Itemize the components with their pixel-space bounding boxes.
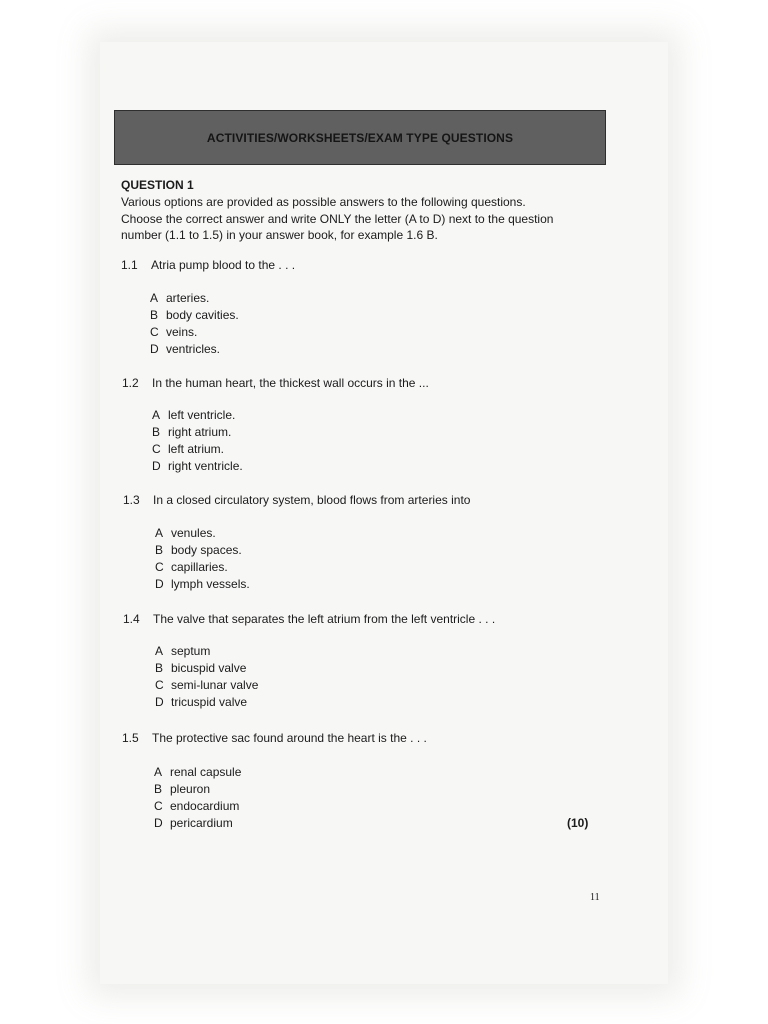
option (155, 660, 258, 677)
question-item (122, 731, 427, 745)
option-text: tricuspid valve (171, 695, 248, 709)
option (154, 815, 241, 832)
option (152, 458, 243, 475)
option (155, 525, 250, 542)
option (155, 559, 250, 576)
question-item (123, 612, 495, 626)
option-letter: A (150, 291, 159, 305)
option-list (152, 407, 243, 475)
question-item (122, 376, 429, 390)
option-letter: B (150, 308, 159, 322)
option (152, 441, 243, 458)
question-text: In a closed circulatory system, blood flows from arteries into (153, 493, 471, 507)
option-text: veins. (166, 325, 198, 339)
option-list (155, 525, 250, 593)
option (150, 307, 239, 324)
option (150, 324, 239, 341)
option-text: pleuron (170, 782, 211, 796)
option-letter: D (150, 342, 159, 356)
option-text: bicuspid valve (171, 661, 247, 675)
option (155, 677, 258, 694)
instructions (121, 194, 581, 244)
option-list (155, 643, 258, 711)
option-text: body cavities. (166, 308, 239, 322)
option-text: semi-lunar valve (171, 678, 259, 692)
option-letter: B (155, 543, 164, 557)
option-letter: A (154, 765, 163, 779)
option-letter: D (152, 459, 161, 473)
option (155, 576, 250, 593)
marks-total: (10) (567, 816, 589, 830)
option-list (154, 764, 241, 832)
instruction-line: number (1.1 to 1.5) in your answer book, for example 1.6 B. (121, 228, 438, 242)
option-text: left ventricle. (168, 408, 236, 422)
option-text: renal capsule (170, 765, 242, 779)
question-item (123, 493, 470, 507)
question-item (121, 258, 295, 272)
option-list (150, 290, 239, 358)
option-text: venules. (171, 526, 216, 540)
question-number: 1.4 (123, 612, 140, 626)
option-letter: C (150, 325, 159, 339)
option-letter: C (155, 678, 164, 692)
option-letter: C (154, 799, 163, 813)
banner-title: ACTIVITIES/WORKSHEETS/EXAM TYPE QUESTIONS (206, 130, 514, 145)
option (155, 694, 258, 711)
option-text: arteries. (166, 291, 210, 305)
option (154, 764, 241, 781)
question-text: Atria pump blood to the . . . (151, 258, 296, 272)
option-text: body spaces. (171, 543, 242, 557)
option (155, 643, 258, 660)
section-banner (114, 110, 606, 165)
question-title: QUESTION 1 (121, 178, 194, 192)
option-text: septum (171, 644, 211, 658)
question-text: The protective sac found around the heart is the . . . (152, 731, 427, 745)
question-number: 1.1 (121, 258, 138, 272)
option-text: left atrium. (168, 442, 225, 456)
option-text: right ventricle. (168, 459, 243, 473)
question-number: 1.2 (122, 376, 139, 390)
option-letter: B (152, 425, 161, 439)
question-number: 1.5 (122, 731, 139, 745)
instruction-line: Various options are provided as possible answers to the following questions. (121, 195, 526, 209)
option-text: ventricles. (166, 342, 221, 356)
option (150, 341, 239, 358)
option-text: right atrium. (168, 425, 232, 439)
option-letter: C (152, 442, 161, 456)
option-text: endocardium (170, 799, 240, 813)
option-letter: A (155, 526, 164, 540)
option-letter: A (152, 408, 161, 422)
instruction-line: Choose the correct answer and write ONLY the letter (A to D) next to the question (121, 211, 554, 226)
option-letter: B (155, 661, 164, 675)
option-letter: D (154, 816, 163, 830)
option-letter: C (155, 560, 164, 574)
question-number: 1.3 (123, 493, 140, 507)
option-letter: D (155, 577, 164, 591)
question-text: The valve that separates the left atrium from the left ventricle . . . (153, 612, 496, 626)
page-number: 11 (590, 892, 600, 903)
question-text: In the human heart, the thickest wall occurs in the ... (152, 376, 429, 390)
option (152, 407, 243, 424)
option (152, 424, 243, 441)
option (155, 542, 250, 559)
option (154, 781, 241, 798)
option-letter: A (155, 644, 164, 658)
option-text: lymph vessels. (171, 577, 250, 591)
option-letter: B (154, 782, 163, 796)
option-text: capillaries. (171, 560, 228, 574)
option-letter: D (155, 695, 164, 709)
option (154, 798, 241, 815)
option-text: pericardium (170, 816, 233, 830)
option (150, 290, 239, 307)
